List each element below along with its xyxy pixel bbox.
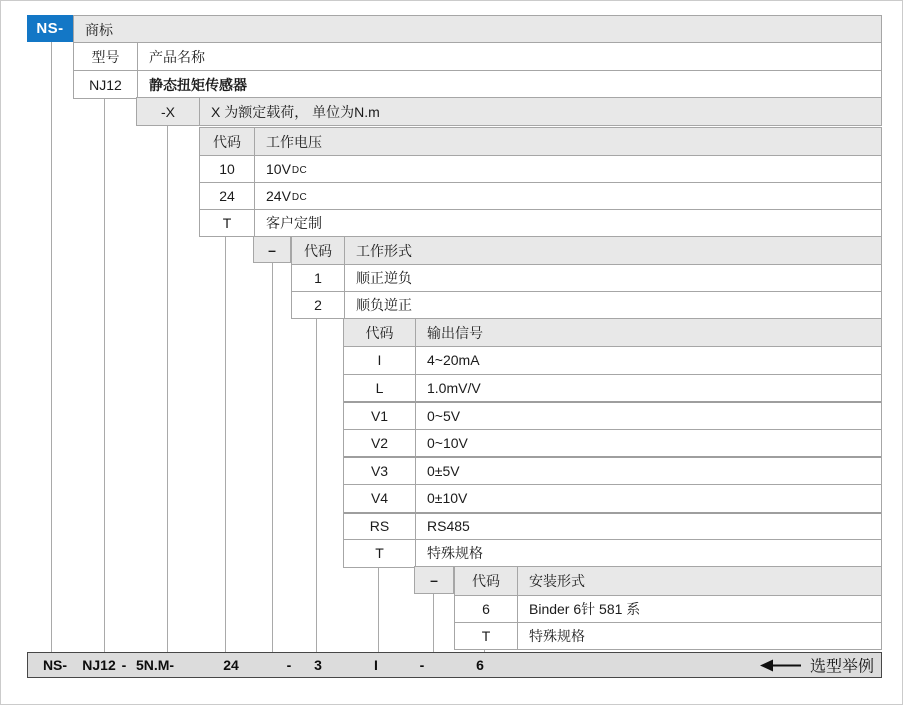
table-row [344, 456, 881, 484]
table-row [74, 70, 881, 98]
value-text: 10V [266, 161, 291, 177]
example-segment: - [286, 657, 292, 673]
table-header-row [292, 237, 881, 264]
voltage-table [199, 127, 882, 237]
value-cell: 1.0mV/V [415, 375, 881, 402]
connector-line-voltage [225, 235, 226, 652]
table-header-row [455, 567, 881, 595]
example-segment: 3 [314, 657, 322, 673]
example-row [27, 652, 882, 678]
value-text: 24V [266, 188, 291, 204]
connector-line-model [104, 97, 105, 652]
example-segment: I [374, 657, 378, 673]
value-cell: 顺正逆负 [344, 265, 881, 291]
code-cell: I [377, 352, 382, 369]
connector-line-mode-dash [272, 263, 273, 652]
header-code-cell: 型号 [91, 48, 120, 65]
code-cell: -X [161, 103, 175, 120]
table-row [137, 98, 881, 125]
value-cell: 顺负逆正 [344, 292, 881, 318]
model-table [73, 42, 882, 99]
example-arrow-label: 选型举例 [809, 658, 874, 676]
header-title-cell: 输出信号 [415, 319, 881, 346]
connector-line-signal [378, 566, 379, 652]
connector-line-load [167, 124, 168, 652]
code-cell: 1 [314, 270, 322, 286]
code-cell: V3 [370, 463, 389, 480]
header-code-cell: 代码 [304, 242, 332, 259]
brand-prefix-cell: NS- [27, 15, 73, 42]
brand-label-cell: 商标 [85, 21, 113, 38]
code-cell: V1 [370, 407, 389, 424]
connector-line-install-dash [433, 594, 434, 652]
header-title-cell: 工作形式 [344, 237, 881, 264]
header-code-cell: 代码 [213, 133, 241, 150]
connector-line-brand [51, 42, 52, 652]
table-row [200, 209, 881, 236]
table-header-row [74, 43, 881, 70]
example-segment: NS- [42, 657, 68, 673]
table-header-row [74, 16, 881, 43]
table-header-row [344, 319, 881, 346]
code-cell: RS [369, 518, 390, 535]
example-segment: - [419, 657, 425, 673]
table-row [200, 182, 881, 209]
install-table [454, 566, 882, 650]
code-cell: T [481, 628, 491, 644]
code-cell: 6 [482, 601, 490, 617]
table-row [344, 401, 881, 429]
value-cell: 特殊规格 [517, 623, 881, 649]
dash-cell: – [414, 566, 454, 594]
value-cell: 0~10V [415, 430, 881, 457]
dash-cell: – [253, 236, 291, 263]
mode-table [291, 236, 882, 319]
table-row [344, 539, 881, 567]
header-code-cell: 代码 [472, 573, 500, 589]
table-row [292, 291, 881, 318]
table-row [344, 512, 881, 540]
value-cell [254, 210, 881, 236]
code-cell: 24 [219, 188, 235, 204]
load-row [136, 97, 882, 126]
table-row [455, 622, 881, 649]
code-cell: V4 [370, 490, 389, 507]
value-cell: 0~5V [415, 403, 881, 429]
header-title-cell: 产品名称 [137, 43, 881, 70]
value-subscript: DC [291, 192, 308, 203]
arrow-line [772, 664, 801, 666]
value-cell [254, 156, 881, 182]
code-cell: 10 [219, 161, 235, 177]
table-row [344, 346, 881, 374]
value-text: 客户定制 [266, 215, 322, 231]
signal-table [343, 318, 882, 568]
example-segment: NJ12 [82, 657, 116, 673]
header-code-cell: 代码 [365, 324, 394, 341]
code-cell: L [375, 379, 384, 396]
value-subscript: DC [291, 165, 308, 176]
example-segment: 24 [223, 657, 239, 673]
value-cell: 静态扭矩传感器 [137, 71, 881, 98]
value-cell: 0±10V [415, 485, 881, 512]
value-cell [254, 183, 881, 209]
code-cell: T [375, 545, 384, 562]
code-cell: V2 [370, 435, 389, 452]
value-cell: X 为额定载荷， 单位为N.m [199, 98, 881, 125]
value-cell: 特殊规格 [415, 540, 881, 567]
table-row [344, 429, 881, 457]
table-row [344, 484, 881, 512]
value-cell: 0±5V [415, 458, 881, 484]
table-row [344, 374, 881, 402]
code-cell: T [222, 215, 232, 231]
value-cell: RS485 [415, 514, 881, 540]
brand-label-row [73, 15, 882, 44]
table-row [200, 155, 881, 182]
example-segment: 6 [476, 657, 484, 673]
table-header-row [200, 128, 881, 155]
header-title-cell: 工作电压 [254, 128, 881, 155]
header-title-cell: 安装形式 [517, 567, 881, 595]
example-segment: - [121, 657, 127, 673]
table-row [292, 264, 881, 291]
connector-line-mode [316, 317, 317, 652]
example-arrow [760, 654, 874, 677]
value-cell: 4~20mA [415, 347, 881, 374]
value-cell: Binder 6针 581 系 [517, 596, 881, 622]
table-row [455, 595, 881, 622]
example-segment: 5N.M- [135, 657, 175, 673]
code-cell: NJ12 [89, 76, 122, 93]
code-cell: 2 [314, 297, 322, 313]
